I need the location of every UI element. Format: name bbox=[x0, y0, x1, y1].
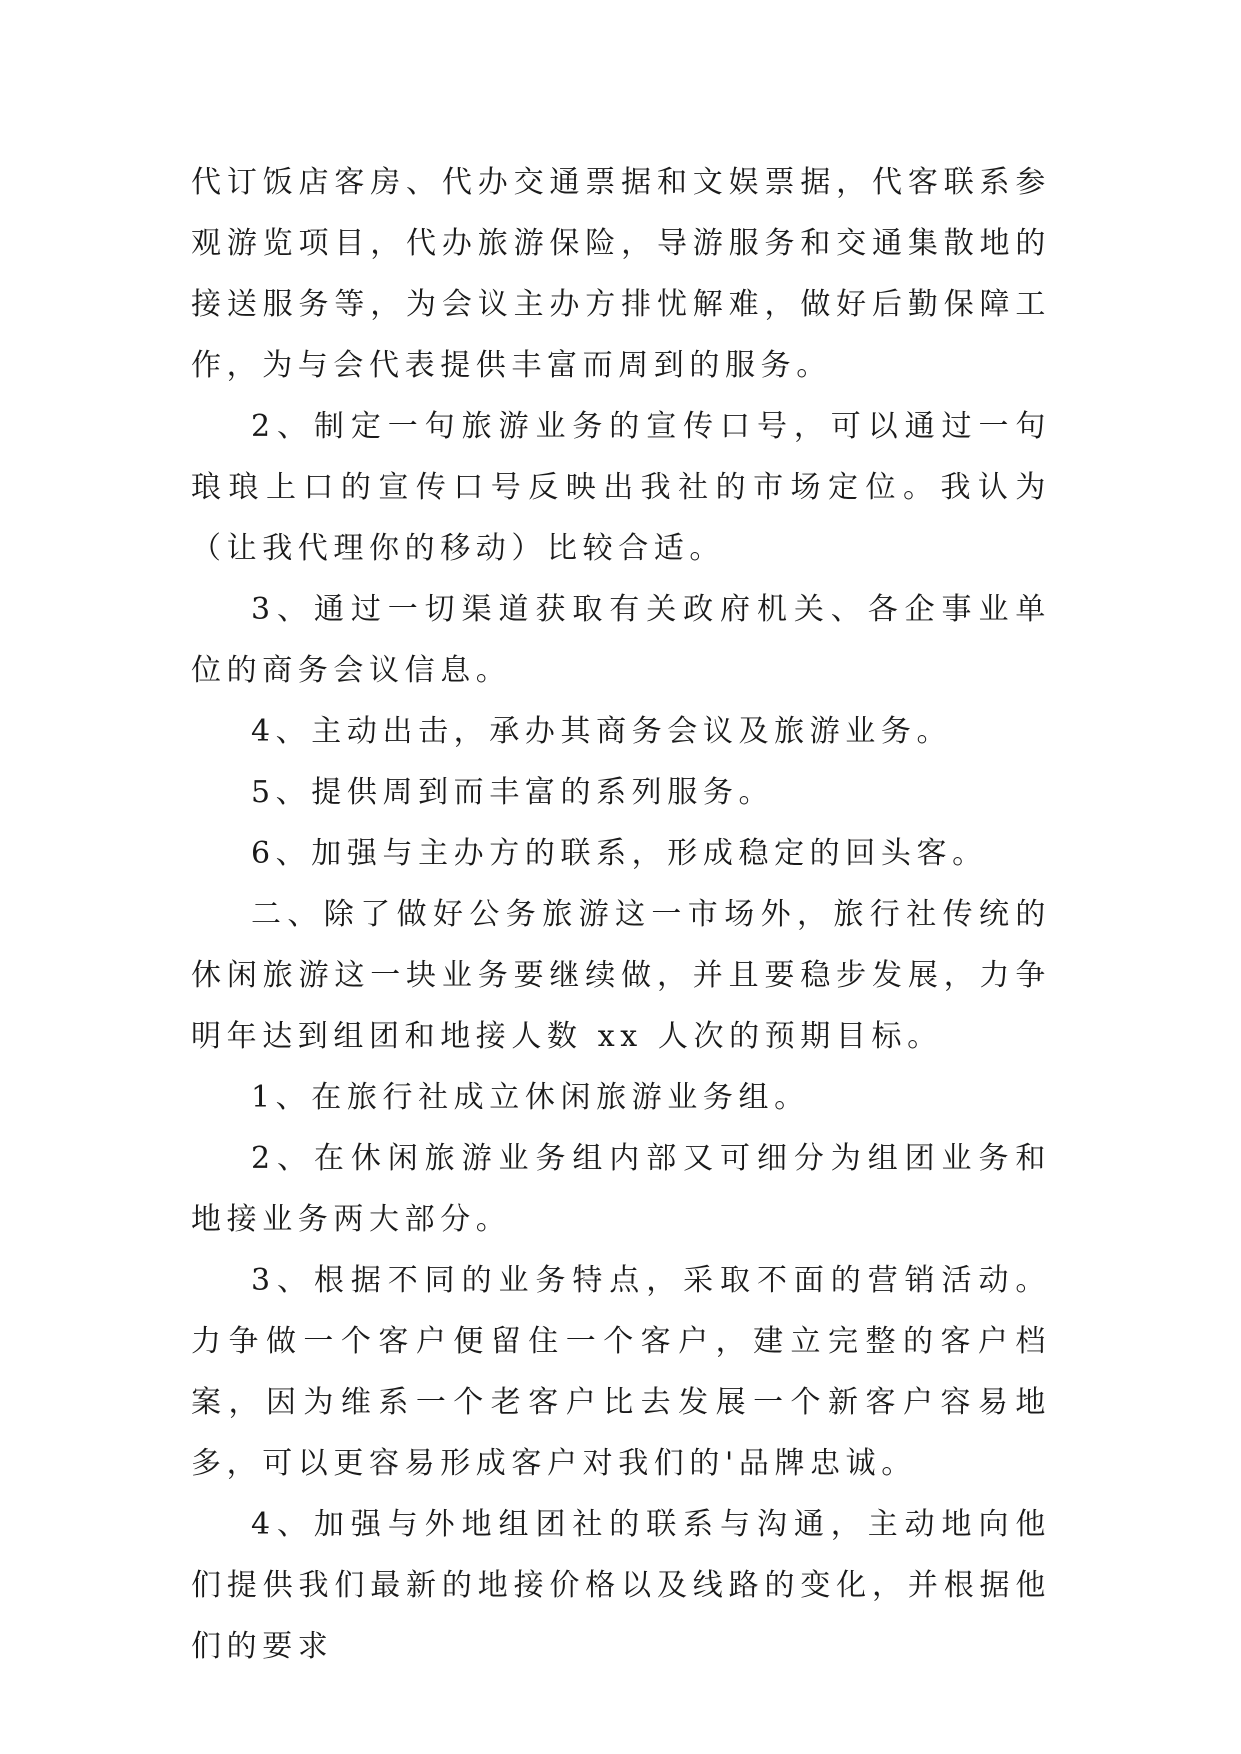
paragraph-subdivision: 2、在休闲旅游业务组内部又可细分为组团业务和地接业务两大部分。 bbox=[191, 1141, 1051, 1237]
paragraph-partner-contact: 4、加强与外地组团社的联系与沟通，主动地向他们提供我们最新的地接价格以及线路的变化，并根据他们的要求 bbox=[191, 1507, 1051, 1664]
paragraph-proactive: 4、主动出击，承办其商务会议及旅游业务。 bbox=[251, 714, 953, 749]
paragraph-section-two: 二、除了做好公务旅游这一市场外，旅行社传统的休闲旅游这一块业务要继续做，并且要稳步发展，力争明年达到组团和地接人数 xx 人次的预期目标。 bbox=[191, 897, 1051, 1054]
document-body bbox=[191, 152, 1051, 1677]
paragraph-leisure-group: 1、在旅行社成立休闲旅游业务组。 bbox=[251, 1080, 810, 1115]
paragraph-marketing: 3、根据不同的业务特点，采取不面的营销活动。力争做一个客户便留住一个客户，建立完整的客户档案，因为维系一个老客户比去发展一个新客户容易地多，可以更容易形成客户对我们的'品牌忠诚。 bbox=[191, 1263, 1051, 1481]
paragraph-repeat-customers: 6、加强与主办方的联系，形成稳定的回头客。 bbox=[251, 836, 988, 871]
paragraph-slogan: 2、制定一句旅游业务的宣传口号，可以通过一句琅琅上口的宣传口号反映出我社的市场定位。我认为（让我代理你的移动）比较合适。 bbox=[191, 409, 1051, 566]
paragraph-info-channels: 3、通过一切渠道获取有关政府机关、各企事业单位的商务会议信息。 bbox=[191, 592, 1051, 688]
paragraph-series-services: 5、提供周到而丰富的系列服务。 bbox=[251, 775, 775, 810]
paragraph-services-continued: 代订饭店客房、代办交通票据和文娱票据，代客联系参观游览项目，代办旅游保险，导游服务和交通集散地的接送服务等，为会议主办方排忧解难，做好后勤保障工作，为与会代表提供丰富而周到的服务。 bbox=[191, 165, 1051, 383]
